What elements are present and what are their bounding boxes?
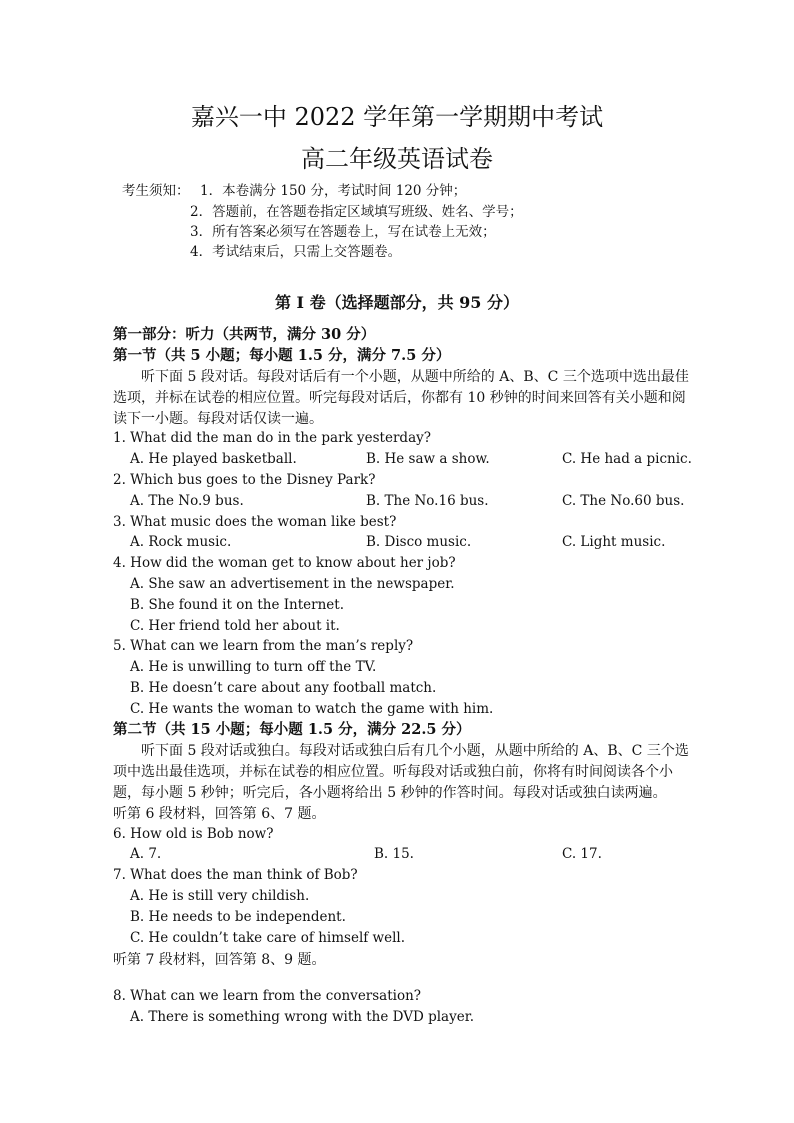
notice-item: 2．答题前，在答题卷指定区域填写班级、姓名、学号； — [190, 204, 523, 220]
volume-heading: 第 I 卷（选择题部分，共 95 分） — [274, 293, 520, 312]
question-stem: 4. How did the woman get to know about her job? — [113, 555, 456, 571]
part-heading: 第一部分：听力（共两节，满分 30 分） — [113, 326, 376, 343]
option-b: B. 15. — [374, 846, 414, 862]
instruction-line: 读下一小题。每段对话仅读一遍。 — [113, 411, 323, 427]
instruction-line: 项中选出最佳选项，并标在试卷的相应位置。听每段对话或独白前，你将有时间阅读各个小 — [113, 764, 673, 780]
question-stem: 7. What does the man think of Bob? — [113, 867, 358, 883]
option-b: B. Disco music. — [366, 534, 472, 550]
option-a: A. There is something wrong with the DVD player. — [130, 1009, 474, 1025]
instruction-line: 听下面 5 段对话。每段对话后有一个小题，从题中所给的 A、B、C 三个选项中选出最佳 — [141, 369, 689, 385]
option-b: B. He saw a show. — [366, 451, 490, 467]
option-b: B. She found it on the Internet. — [130, 597, 345, 613]
notice-item: 3．所有答案必须写在答题卷上，写在试卷上无效； — [190, 224, 496, 240]
option-a: A. Rock music. — [130, 534, 232, 550]
option-c: C. The No.60 bus. — [562, 493, 685, 509]
option-b: B. He needs to be independent. — [130, 909, 346, 925]
material-note: 听第 6 段材料，回答第 6、7 题。 — [113, 806, 326, 822]
question-stem: 8. What can we learn from the conversation? — [113, 988, 422, 1004]
option-a: A. The No.9 bus. — [130, 493, 244, 509]
section-heading: 第二节（共 15 小题；每小题 1.5 分，满分 22.5 分） — [113, 721, 471, 738]
notice-label: 考生须知： — [122, 183, 190, 199]
option-a: A. He is still very childish. — [130, 888, 310, 904]
question-stem: 6. How old is Bob now? — [113, 826, 274, 842]
instruction-line: 题，每小题 5 秒钟；听完后，各小题将给出 5 秒钟的作答时间。每段对话或独白读两遍。 — [113, 785, 667, 801]
option-c: C. Light music. — [562, 534, 666, 550]
option-a: A. He played basketball. — [130, 451, 297, 467]
material-note: 听第 7 段材料，回答第 8、9 题。 — [113, 952, 326, 968]
instruction-line: 选项，并标在试卷的相应位置。听完每段对话后，你都有 10 秒钟的时间来回答有关小题和阅 — [113, 390, 686, 406]
option-b: B. The No.16 bus. — [366, 493, 489, 509]
option-c: C. He had a picnic. — [562, 451, 692, 467]
option-c: C. Her friend told her about it. — [130, 618, 340, 634]
option-c: C. 17. — [562, 846, 602, 862]
exam-title: 嘉兴一中 2022 学年第一学期期中考试 — [190, 103, 604, 131]
notice-item: 4．考试结束后，只需上交答题卷。 — [190, 244, 402, 260]
option-c: C. He couldn’t take care of himself well. — [130, 930, 406, 946]
option-a: A. She saw an advertisement in the newspaper. — [130, 576, 455, 592]
notice-item: 1．本卷满分 150 分，考试时间 120 分钟； — [200, 183, 467, 199]
question-stem: 1. What did the man do in the park yesterday? — [113, 430, 431, 446]
exam-subtitle: 高二年级英语试卷 — [301, 145, 493, 173]
option-a: A. 7. — [130, 846, 162, 862]
question-stem: 2. Which bus goes to the Disney Park? — [113, 472, 376, 488]
option-a: A. He is unwilling to turn off the TV. — [130, 659, 377, 675]
question-stem: 5. What can we learn from the man’s reply? — [113, 638, 414, 654]
instruction-line: 听下面 5 段对话或独白。每段对话或独白后有几个小题，从题中所给的 A、B、C 三个选 — [141, 743, 689, 759]
option-c: C. He wants the woman to watch the game with him. — [130, 701, 494, 717]
option-b: B. He doesn’t care about any football match. — [130, 680, 437, 696]
section-heading: 第一节（共 5 小题；每小题 1.5 分，满分 7.5 分） — [113, 347, 451, 364]
question-stem: 3. What music does the woman like best? — [113, 514, 397, 530]
